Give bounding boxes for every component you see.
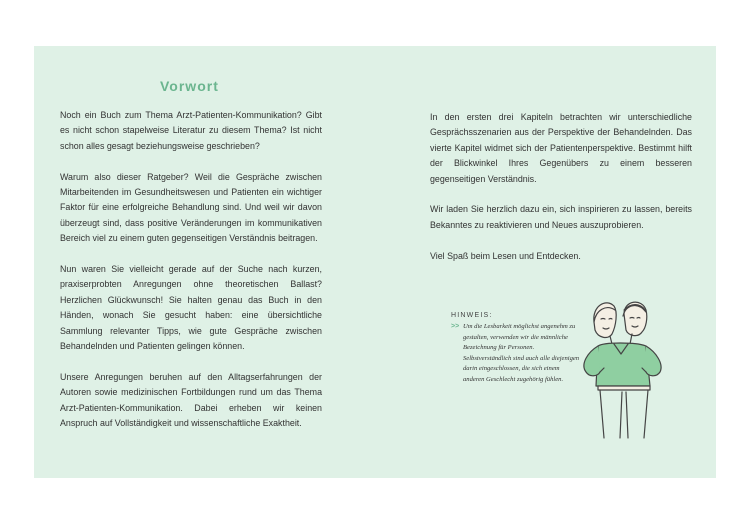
paragraph: Warum also dieser Ratgeber? Weil die Gespräche zwischen Mitarbeitenden im Gesundheitswesen und Patienten ein wichtiger Faktor für eine erfolgreiche Behandlung sind. Und weil wir davon überzeugt sind, dass positive Veränderungen im kommunikativen Bereich viel zu einem guten gegenseitigen Verständnis beitragen.: [60, 171, 322, 244]
double-arrow-icon: >>: [451, 323, 460, 330]
right-column: [430, 110, 692, 279]
left-column: [60, 108, 322, 447]
hint-box: [451, 312, 581, 386]
hint-label: HINWEIS:: [451, 312, 493, 319]
paragraph: Viel Spaß beim Lesen und Entdecken.: [430, 250, 581, 261]
paragraph: In den ersten drei Kapiteln betrachten wir unterschiedliche Gesprächsszenarien aus der Perspektive der Behandelnden. Das vierte Kapitel widmet sich der Patientenperspektive. Bestimmt hilft der Blickwinkel Ihres Gegenübers zu einem besseren gegenseitigen Verständnis.: [430, 112, 692, 184]
paragraph: Unsere Anregungen beruhen auf den Alltagserfahrungen der Autoren sowie medizinischen Fortbildungen rund um das Thema Arzt-Patienten-Kommunikation. Dabei erheben wir keinen Anspruch auf Vollständigkeit und wissenschaftliche Exaktheit.: [60, 371, 322, 429]
page-title: Vorwort: [160, 78, 219, 94]
paragraph: Nun waren Sie vielleicht gerade auf der Suche nach kurzen, praxiserprobten Anregungen ohne theoretischen Ballast? Herzlichen Glückwunsch! Sie halten genau das Buch in den Händen, wonach Sie gesucht haben: eine übersichtliche Sammlung relevanter Tipps, wie gute Gespräche zwischen Behandelnden und Patienten gelingen können.: [60, 264, 322, 352]
hint-text: Um die Lesbarkeit möglichst angenehm zu gestalten, verwenden wir die männliche Bezeichnung für Personen. Selbstverständlich sind auch alle diejenigen darin eingeschlossen, die sich einem anderen Geschlecht zugehörig fühlen.: [463, 323, 580, 383]
two-headed-person-illustration: [574, 292, 674, 440]
paragraph: Wir laden Sie herzlich dazu ein, sich inspirieren zu lassen, bereits Bekanntes zu reaktivieren und Neues auszuprobieren.: [430, 204, 692, 230]
paragraph: Noch ein Buch zum Thema Arzt-Patienten-Kommunikation? Gibt es nicht schon stapelweise Literatur zu diesem Thema? Ist nicht schon alles gesagt beziehungsweise geschrieben?: [60, 110, 322, 151]
hint-body: [451, 322, 581, 386]
